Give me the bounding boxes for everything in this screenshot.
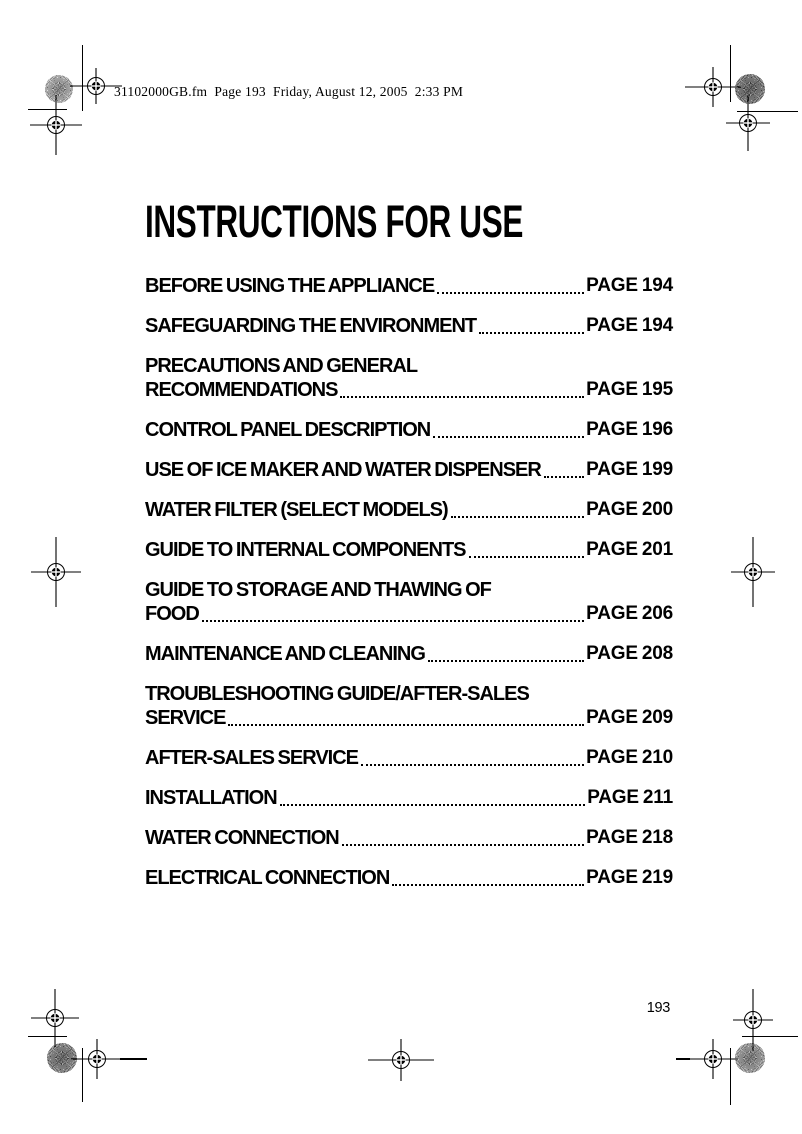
toc-leader-dots xyxy=(428,660,584,662)
toc-leader-dots xyxy=(433,436,584,438)
toc-entry-label: CONTROL PANEL DESCRIPTION xyxy=(145,419,431,441)
toc-entry-line xyxy=(145,786,673,810)
toc-entry-line xyxy=(145,578,673,602)
toc-entry-line xyxy=(145,274,673,298)
toc-entry xyxy=(145,274,673,298)
toc-entry-label: WATER CONNECTION xyxy=(145,827,339,849)
toc-entry-label: FOOD xyxy=(145,603,199,625)
toc-entry xyxy=(145,866,673,890)
toc-entry xyxy=(145,354,673,402)
toc-entry-line xyxy=(145,354,673,378)
toc-entry xyxy=(145,538,673,562)
toc-entry-line xyxy=(145,602,673,626)
toc-entry-label: SAFEGUARDING THE ENVIRONMENT xyxy=(145,315,477,337)
toc-leader-dots xyxy=(342,844,584,846)
toc-entry-line xyxy=(145,826,673,850)
toc-entry-label: PRECAUTIONS AND GENERAL xyxy=(145,355,418,377)
toc-entry-line xyxy=(145,706,673,730)
toc-entry-line xyxy=(145,498,673,522)
toc-entry-line xyxy=(145,418,673,442)
registration-mark-icon xyxy=(30,95,82,155)
toc-entry-label: GUIDE TO INTERNAL COMPONENTS xyxy=(145,539,466,561)
toc-entry-label: AFTER-SALES SERVICE xyxy=(145,747,358,769)
toc-entry-label: GUIDE TO STORAGE AND THAWING OF xyxy=(145,579,491,601)
toc-page-ref: PAGE 211 xyxy=(587,787,673,808)
folio-page-number: 193 xyxy=(646,1000,670,1016)
toc-leader-dots xyxy=(451,516,584,518)
registration-mark-icon xyxy=(368,1039,434,1081)
toc-entry-label: BEFORE USING THE APPLIANCE xyxy=(145,275,435,297)
toc-page-ref: PAGE 208 xyxy=(586,643,673,664)
toc-entry xyxy=(145,746,673,770)
toc-entry-line xyxy=(145,378,673,402)
crop-rule xyxy=(120,1058,147,1059)
toc-entry-label: RECOMMENDATIONS xyxy=(145,379,338,401)
toc xyxy=(145,274,673,906)
toc-entry-line xyxy=(145,314,673,338)
toc-page-ref: PAGE 209 xyxy=(586,707,673,728)
toc-page-ref: PAGE 200 xyxy=(586,499,673,520)
toc-entry-line xyxy=(145,458,673,482)
toc-leader-dots xyxy=(340,396,584,398)
toc-entry xyxy=(145,418,673,442)
toc-leader-dots xyxy=(361,764,584,766)
toc-leader-dots xyxy=(544,476,584,478)
toc-entry-label: USE OF ICE MAKER AND WATER DISPENSER xyxy=(145,459,541,481)
toc-page-ref: PAGE 219 xyxy=(586,867,673,888)
toc-entry-line xyxy=(145,682,673,706)
toc-page-ref: PAGE 194 xyxy=(586,315,673,336)
toc-entry-label: MAINTENANCE AND CLEANING xyxy=(145,643,425,665)
registration-mark-icon xyxy=(71,1039,123,1079)
toc-entry xyxy=(145,826,673,850)
toc-page-ref: PAGE 199 xyxy=(586,459,673,480)
toc-entry-label: ELECTRICAL CONNECTION xyxy=(145,867,390,889)
toc-entry-line xyxy=(145,746,673,770)
toc-entry-label: SERVICE xyxy=(145,707,226,729)
toc-page-ref: PAGE 206 xyxy=(586,603,673,624)
toc-leader-dots xyxy=(202,620,584,622)
toc-page-ref: PAGE 218 xyxy=(586,827,673,848)
toc-entry-label: TROUBLESHOOTING GUIDE/AFTER-SALES xyxy=(145,683,529,705)
toc-leader-dots xyxy=(437,292,584,294)
toc-entry-label: WATER FILTER (SELECT MODELS) xyxy=(145,499,448,521)
toc-entry-label: INSTALLATION xyxy=(145,787,277,809)
toc-entry xyxy=(145,578,673,626)
toc-entry xyxy=(145,682,673,730)
toc-entry xyxy=(145,458,673,482)
page-title: INSTRUCTIONS FOR USE xyxy=(145,196,524,247)
toc-entry-line xyxy=(145,866,673,890)
toc-entry xyxy=(145,786,673,810)
toc-entry xyxy=(145,314,673,338)
toc-page-ref: PAGE 210 xyxy=(586,747,673,768)
toc-page-ref: PAGE 195 xyxy=(586,379,673,400)
toc-entry xyxy=(145,642,673,666)
registration-mark-icon xyxy=(731,537,775,607)
toc-leader-dots xyxy=(228,724,584,726)
toc-leader-dots xyxy=(479,332,584,334)
toc-leader-dots xyxy=(392,884,584,886)
registration-mark-icon xyxy=(31,537,81,607)
registration-mark-icon xyxy=(726,95,770,151)
toc-leader-dots xyxy=(280,804,586,806)
print-header-note: 31102000GB.fm Page 193 Friday, August 12, 2005 2:33 PM xyxy=(114,84,464,99)
toc-entry-line xyxy=(145,538,673,562)
toc-entry-line xyxy=(145,642,673,666)
toc-page-ref: PAGE 196 xyxy=(586,419,673,440)
toc-page-ref: PAGE 201 xyxy=(586,539,673,560)
registration-mark-icon xyxy=(733,989,773,1051)
toc-entry xyxy=(145,498,673,522)
toc-leader-dots xyxy=(469,556,585,558)
registration-mark-icon xyxy=(688,1039,738,1079)
toc-page-ref: PAGE 194 xyxy=(586,275,673,296)
